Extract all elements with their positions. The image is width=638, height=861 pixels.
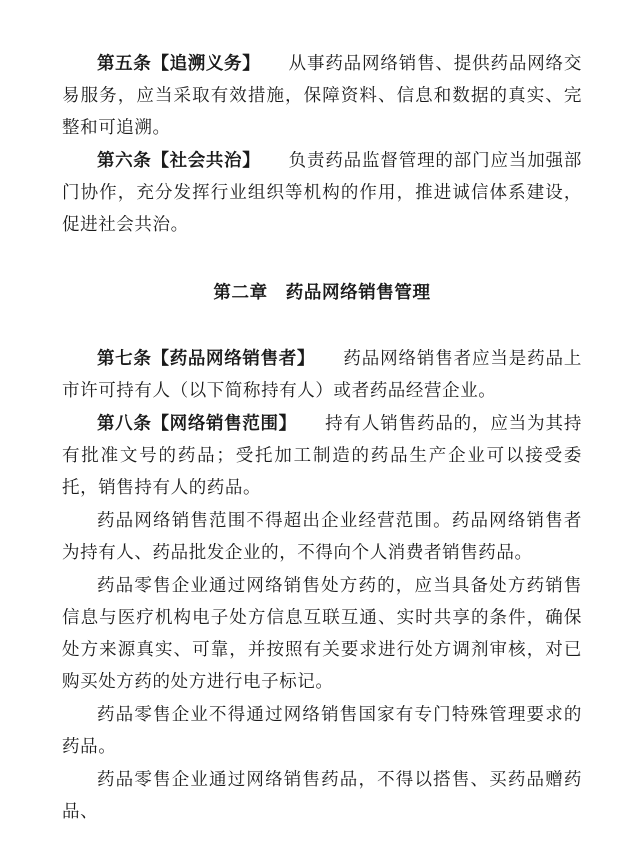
article-body: 负责药品监督管理的部门应当加强部门协作，充分发挥行业组织等机构的作用，推进诚信体系建设，促进社会共治。 — [62, 151, 582, 235]
article-heading: 第七条【药品网络销售者】 — [97, 349, 316, 369]
article-body: 持有人销售药品的，应当为其持有批准文号的药品；受托加工制造的药品生产企业可以接受委托，销售持有人的药品。 — [62, 414, 582, 498]
paragraph: 药品零售企业不得通过网络销售国家有专门特殊管理要求的药品。 — [62, 705, 582, 757]
article-heading: 第六条【社会共治】 — [97, 151, 261, 171]
article-7 — [62, 343, 582, 407]
article-6 — [62, 145, 582, 241]
article-heading: 第五条【追溯义务】 — [97, 54, 261, 74]
article-heading: 第八条【网络销售范围】 — [97, 414, 297, 434]
paragraph: 药品零售企业通过网络销售处方药的，应当具备处方药销售信息与医疗机构电子处方信息互联互通、实时共享的条件，确保处方来源真实、可靠，并按照有关要求进行处方调剂审核，对已购买处方药的处方进行电子标记。 — [62, 576, 582, 692]
article-body: 从事药品网络销售、提供药品网络交易服务，应当采取有效措施，保障资料、信息和数据的真实、完整和可追溯。 — [62, 54, 582, 138]
paragraph: 药品零售企业通过网络销售药品，不得以搭售、买药品赠药品、 — [62, 770, 582, 822]
chapter-title: 第二章 药品网络销售管理 — [213, 283, 431, 303]
article-8 — [62, 408, 582, 504]
article-5 — [62, 48, 582, 144]
paragraph: 药品网络销售范围不得超出企业经营范围。药品网络销售者为持有人、药品批发企业的，不得向个人消费者销售药品。 — [62, 511, 582, 563]
article-body: 药品网络销售者应当是药品上市许可持有人（以下简称持有人）或者药品经营企业。 — [62, 349, 582, 401]
